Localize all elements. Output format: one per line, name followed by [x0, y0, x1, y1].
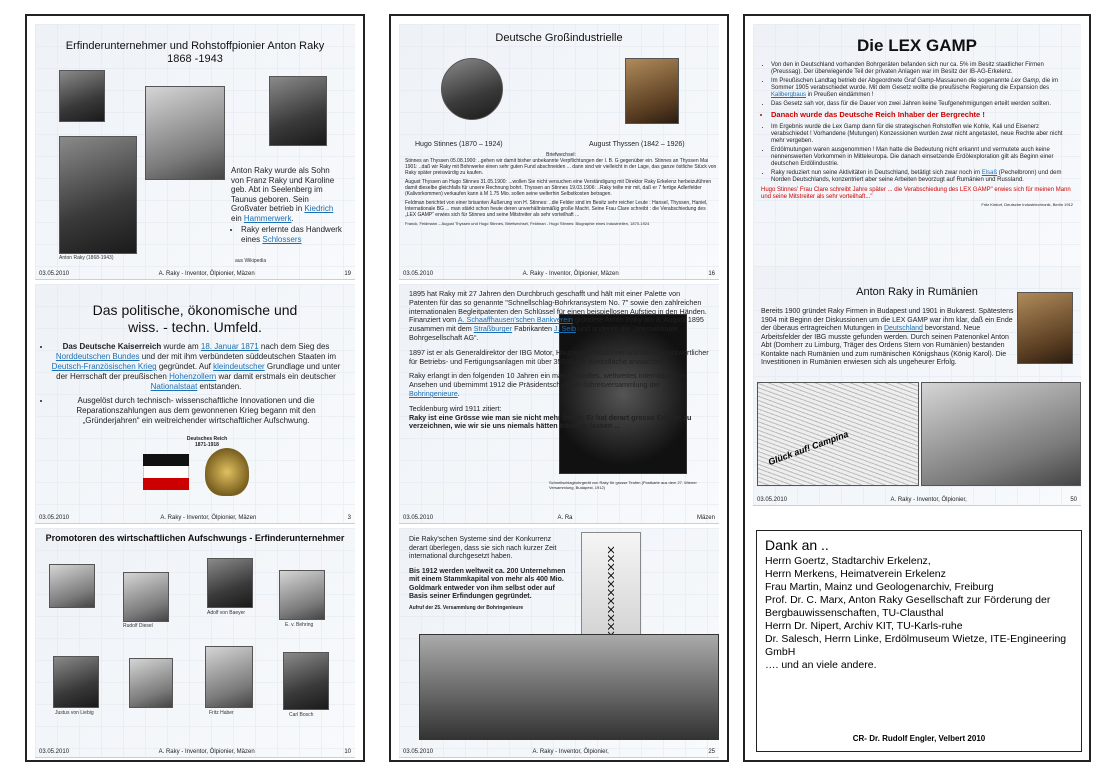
anton-raky-photo [59, 136, 137, 254]
portrait-photo [123, 572, 169, 622]
family-photo [145, 86, 225, 180]
slide-footer: 03.05.2010 A. Raky - Inventor, Ölpionier, Mäzen 16 [403, 271, 715, 277]
slide-footer: 03.05.2010 A. Ra Mäzen [403, 515, 715, 521]
portrait-photo [205, 646, 253, 708]
eagle-emblem-icon [205, 448, 249, 496]
slide-41-body: • Von den in Deutschland vorhanden Bohrgeräten befanden sich nur ca. 5% im Besitz staatlicher Firmen (Preussag). Der überwiegende Teil der privaten Anlagen war im Besitz der IB-AG-Erkelenz. • Im Preußischen Landtag betrieb der Abgeordnete Graf Gamp-Massaunen die sogenannte Lex Gamp, die im Sommer 1905 verabschiedet wurde. Mit dem Gesetz wollte die preußische Regierung die Expansion des Kalibergbaus in Preußen eindämmen ! • Das Gesetz sah vor, dass für die Dauer von zwei Jahren keine Teufgenehmigungen erteilt werden sollten. • Danach wurde das Deutsche Reich Inhaber der Bergrechte ! • Im Ergebnis wurde die Lex Gamp dann für die strategischen Rohstoffen wie Kohle, Kali und Eisenerz verabschiedet ! Vorhandene (Mutungen) Konzessionen wurden zwar nicht angetastet, neue Rechte aber nicht mehr vergeben. • Erdölmutungen waren ausgenommen ! Man hatte die Bedeutung nicht erkannt und vermutete auch keine nennenswerten Vorkommen in Mitteleuropa. Die danach einsetzende Erdölexploration gilt als Beginn einer deutschen Erdölindustrie. • Raky reduziert nun seine Aktivitäten in Deutschland, betätigt sich zwar noch im Elsaß (Pechelbronn) und dem Norden Deutschlands, konzentriert aber seine Arbeiten bevorzugt auf Rumänien und Russland. Hugo Stinnes' Frau Clare schreibt Jahre später ... die Verabschiedung des LEX GAMP" erwies sich für meinen Mann und seine Mitstreiter als sehr vorteilhaft..." Fritz Kirdorf, Deutsche Industriechronik, Berlin 1912 [761, 62, 1073, 208]
slide-50-title: Anton Raky in Rumänien [856, 286, 978, 298]
oilfield-photo [921, 382, 1081, 486]
portrait-photo [53, 656, 99, 708]
thanks-box: Dank an .. Herrn Goertz, Stadtarchiv Erkelenz, Herrn Merkens, Heimatverein Erkelenz Frau Martin, Mainz und Geologenarchiv, Freiburg Prof. Dr. C. Marx, Anton Raky Gesellschaft zur Förderung der Bergbauwissenschaften, TU-Clausthal Herrn Dr. Nipert, Archiv KIT, TU-Karls-ruhe Dr. Salesch, Herrn Linke, Erdölmuseum Wietze, ITE-Engineering GmbH …. und an viele andere. CR- Dr. Rudolf Engler, Velbert 2010 [756, 530, 1082, 752]
emblem-title: Deutsches Reich 1871-1918 [186, 436, 228, 448]
slide-footer: 03.05.2010 A. Raky - Inventor, Ölpionier, Mäzen 3 [39, 515, 351, 521]
portrait-photo [279, 570, 325, 620]
column-2 [389, 14, 729, 762]
column-3 [743, 14, 1091, 762]
slide-19-title: Erfinderunternehmer und Rohstoffpionier Anton Raky 1868 -1943 [65, 40, 325, 65]
portrait-photo [59, 70, 105, 122]
slide-25-body: Die Raky'schen Systeme sind der Konkurrenz derart überlegen, dass sie sich nach kurzer Zeit international durchgesetzt haben. Bis 1912 werden weltweit ca. 200 Unternehmen mit einem Stammkapital von mehr als 400 Mio. Goldmark entweder von ihm selbst oder auf Basis seiner Erfindungen gegründet. Aufruf der 25. Versammlung der Bohringenieure [409, 536, 566, 611]
slide-16-title: Deutsche Großindustrielle [495, 32, 623, 44]
portrait-photo [49, 564, 95, 608]
slide-41-title: Die LEX GAMP [857, 36, 977, 55]
portrait-photo [129, 658, 173, 708]
slide-footer: 03.05.2010 A. Raky - Inventor, Ölpionier, 50 [757, 497, 1077, 503]
slide-mid: 1895 hat Raky mit 27 Jahren den Durchbruch geschafft und hält mit einer Palette von Patenten für das so genannte "Schnellschlag-Bohrkransystem No. 7" sowie den zahlreichen internationalen Begleitpatenten den Schlüssel für einen beispiellosen Aufstieg in den Händen. Finanziert vom A. Schaaffhausen'schen Bankverein gründete Anton Raky am 8. August 1895 zusammen mit dem Straßburger Fabrikanten J. Seib und anderen die „Internationale Bohrgesellschaft AG“. 1897 ist er als Generaldirektor der IBG Motor, Hauptgeschäftsführer und Alleinverantwortlicher für Betriebs- und Fertigungsanlagen mit über 35000 qm Werksfläche anwachsen. Raky erlangt in den folgenden 10 Jahren ein märchenhaftes, weltweites internationales Ansehen und übernimmt 1912 die Präsidentschaft der Jahresversammlung der Bohringenieure. Tecklenburg wird 1911 zitiert: Raky ist eine Grösse wie man sie nicht mehr findet. Er hat derart grosse Erfolge zu verzeichnen, wie wir sie uns niemals hätten träumen lassen ... Schnellschlagbohrgerät von Raky für grosse Teufen (Postkarte aus dem 27. Wiener Versammlung, Budapest, 1912) 03.05.2010 A. Ra Mäzen [399, 284, 719, 524]
slide-19: Erfinderunternehmer und Rohstoffpionier Anton Raky 1868 -1943 Anton Raky (1868-1943) Anton Raky wurde als Sohn von Franz Raky und Karoline geb. Abt in Seelenberg im Taunus geboren. Sein Großvater betrieb in Kiedrich ein Hammerwerk. • Raky erlernte das Handwerk eines Schlossers aus Wikipedia 03.05.2010 A. Raky - Inventor, Ölpionier, Mäzen 19 [35, 24, 355, 280]
factory-photo [419, 634, 719, 740]
imperial-flag-icon [143, 454, 189, 490]
slide-25 [399, 528, 719, 758]
slide-50 [753, 266, 1081, 506]
slide-3 [35, 284, 355, 524]
slide-mid-body: 1895 hat Raky mit 27 Jahren den Durchbruch geschafft und hält mit einer Palette von Patenten für das so genannte "Schnellschlag-Bohrkransystem No. 7" sowie den zahlreichen internationalen Begleitpatenten den Schlüssel für einen beispiellosen Aufstieg in den Händen. Finanziert vom A. Schaaffhausen'schen Bankverein gründete Anton Raky am 8. August 1895 zusammen mit dem Straßburger Fabrikanten J. Seib und anderen die „Internationale Bohrgesellschaft AG“. 1897 ist er als Generaldirektor der IBG Motor, Hauptgeschäftsführer und Alleinverantwortlicher für Betriebs- und Fertigungsanlagen mit über 35000 qm Werksfläche anwachsen. Raky erlangt in den folgenden 10 Jahren ein märchenhaftes, weltweites internationales Ansehen und übernimmt 1912 die Präsidentschaft der Jahresversammlung der Bohringenieure. Tecklenburg wird 1911 zitiert: Raky ist eine Grösse wie man sie nicht mehr findet. Er hat derart grosse Erfolge zu verzeichnen, wie wir sie uns niemals hätten träumen lassen ... [409, 289, 709, 431]
campina-map: Glück auf! Campina [757, 382, 919, 486]
slide-3-body: • Das Deutsche Kaiserreich wurde am 18. Januar 1871 nach dem Sieg des Norddeutschen Bundes und der mit ihm verbündeten süddeutschen Staaten im Deutsch-Französischen Krieg gegründet. Auf kleindeutscher Grundlage und unter der Herrschaft der preußischen Hohenzollern war damit erstmals ein deutscher Nationalstaat entstanden. • Ausgelöst durch technisch- wissenschaftliche Innovationen und die Reparationszahlungen aus dem gewonnenen Krieg begann mit den „Gründerjahren“ ein weitreichender wirtschaftlicher Aufschwung. [41, 342, 341, 428]
slide-16: Deutsche Großindustrielle Hugo Stinnes (1870 – 1924) August Thyssen (1842 – 1926) Briefwechsel: Stinnes an Thyssen 05.08.1900: ..gehen wir damit bisher unbekannte Verpflichtungen der I. B. G gegenüber ein. Stinnes an Thyssen Mai 1901: ..daß wir Raky mit Bohrwerke einen sehr guten Fund abschneiden ... dann sind wir vielleicht in der Lage, das ganze östliche Stück von Raky später preiswürdig zu kaufen. August Thyssen an Hugo Stinnes 31.05.1900: ...wollen Sie nicht versuchen eine Verständigung mit Direktor Raky Erkelenz herbeizuführen damit dieselbe gleichfalls für unsere Rechnung bohrt. Thyssen an Stinnes 19.03.1906: ..Raky teilte mir mit, daß er 7 fertige Adlerfelder (Kalivorkommen) verkaufen kann à M 1.75 Mio. sollen seine welterhin Selbstkosten betragen. Feldman berichtet von einer brisanten Äußerung von H. Stinnes: ..die Felder sind im Besitz sehr reicher Leute : Hansel, Thyssen, Haniel, Internationale BG ... man stärkt schon heute deren unverhältnismäßig große Macht. Seine Frau Clare schreibt : die Verabschiedung des „LEX GAMP“ erwies sich für Stinnes und seine Mitstreiter als sehr vorteilhaft ... Franck, Feldmann – August Thyssen und Hugo Stinnes, Briefwechsel, Feldman - Hugo Stinnes: Biographie eines Industriellen, 1870-1924 03.05.2010 A. Raky - Inventor, Ölpionier, Mäzen 16 [399, 24, 719, 280]
portrait-photo [269, 76, 327, 146]
slide-footer: 03.05.2010 A. Raky - Inventor, Ölpionier, Mäzen 19 [39, 271, 351, 277]
photo-caption: Anton Raky (1868-1943) [59, 255, 114, 261]
credit-line: CR- Dr. Rudolf Engler, Velbert 2010 [852, 734, 986, 743]
slide-footer: 03.05.2010 A. Raky - Inventor, Ölpionier, 25 [403, 749, 715, 755]
portrait-photo [283, 652, 329, 710]
bio-text: Anton Raky wurde als Sohn von Franz Raky und Karoline geb. Abt in Seelenberg im Taunus geboren. Sein Großvater betrieb in Kiedrich ein Hammerwerk. • Raky erlernte das Handwerk eines Schlossers [231, 166, 343, 246]
hugo-stinnes-photo [441, 58, 503, 120]
letters-text: Briefwechsel: Stinnes an Thyssen 05.08.1900: ..gehen wir damit bisher unbekannte Verpflichtungen der I. B. G gegenüber ein. Stinnes an Thyssen Mai 1901: ..daß wir Raky mit Bohrwerke einen sehr guten Fund abschneiden ... dann sind wir vielleicht in der Lage, das ganze östliche Stück von Raky später preiswürdig zu kaufen. August Thyssen an Hugo Stinnes 31.05.1900: ...wollen Sie nicht versuchen eine Verständigung mit Direktor Raky Erkelenz herbeizuführen damit dieselbe gleichfalls für unsere Rechnung bohrt. Thyssen an Stinnes 19.03.1906: ..Raky teilte mir mit, daß er 7 fertige Adlerfelder (Kalivorkommen) verkaufen kann à M 1.75 Mio. sollen seine welterhin Selbstkosten betragen. Feldman berichtet von einer brisanten Äußerung von H. Stinnes: ..die Felder sind im Besitz sehr reicher Leute : Hansel, Thyssen, Haniel, Internationale BG ... man stärkt schon heute deren unverhältnismäßig große Macht. Seine Frau Clare schreibt : die Verabschiedung des „LEX GAMP“ erwies sich für Stinnes und seine Mitstreiter als sehr vorteilhaft ... Franck, Feldmann – August Thyssen und Hugo Stinnes, Briefwechsel, Feldman - Hugo Stinnes: Biographie eines Industriellen, 1870-1924 [405, 152, 717, 226]
slide-50-body: Bereits 1900 gründet Raky Firmen in Budapest und 1901 in Bukarest. Spätestens 1904 mit Beginn der Diskussionen um die LEX GAMP war ihm klar, daß ein Ende der überaus ertragreichen Mutungen in Deutschland bevorstand. Neue Arbeitsfelder der IBG musste gefunden werden. Durch seinen Patenonkel Anton Abt (Domherr zu Limburg, Träger des Ordens Stern von Rumänien) bestanden Kontakte nach Rumänien und zum rumänischen Königshaus (König Karol). Die Investitionen in Rumänien erwiesen sich als ungeheurer Erfolg. [761, 308, 1014, 366]
anton-raky-photo [1017, 292, 1073, 364]
slide-41 [753, 24, 1081, 280]
slide-3-title: Das politische, ökonomische und wiss. - techn. Umfeld. [92, 302, 298, 335]
august-thyssen-photo [625, 58, 679, 124]
slide-footer: 03.05.2010 A. Raky - Inventor, Ölpionier, Mäzen 10 [39, 749, 351, 755]
slide-10: Promotoren des wirtschaftlichen Aufschwungs - Erfinderunternehmer Rudolf Diesel Adolf von Baeyer E. v. Behring Justus von Liebig Fritz Haber Carl Bosch 03.05.2010 A. Raky - Inventor, Ölpionier, Mäzen 10 [35, 528, 355, 758]
portrait-photo [207, 558, 253, 608]
thanks-title: Dank an .. [765, 537, 829, 553]
slide-10-title: Promotoren des wirtschaftlichen Aufschwungs - Erfinderunternehmer [45, 533, 345, 543]
column-1 [25, 14, 365, 762]
